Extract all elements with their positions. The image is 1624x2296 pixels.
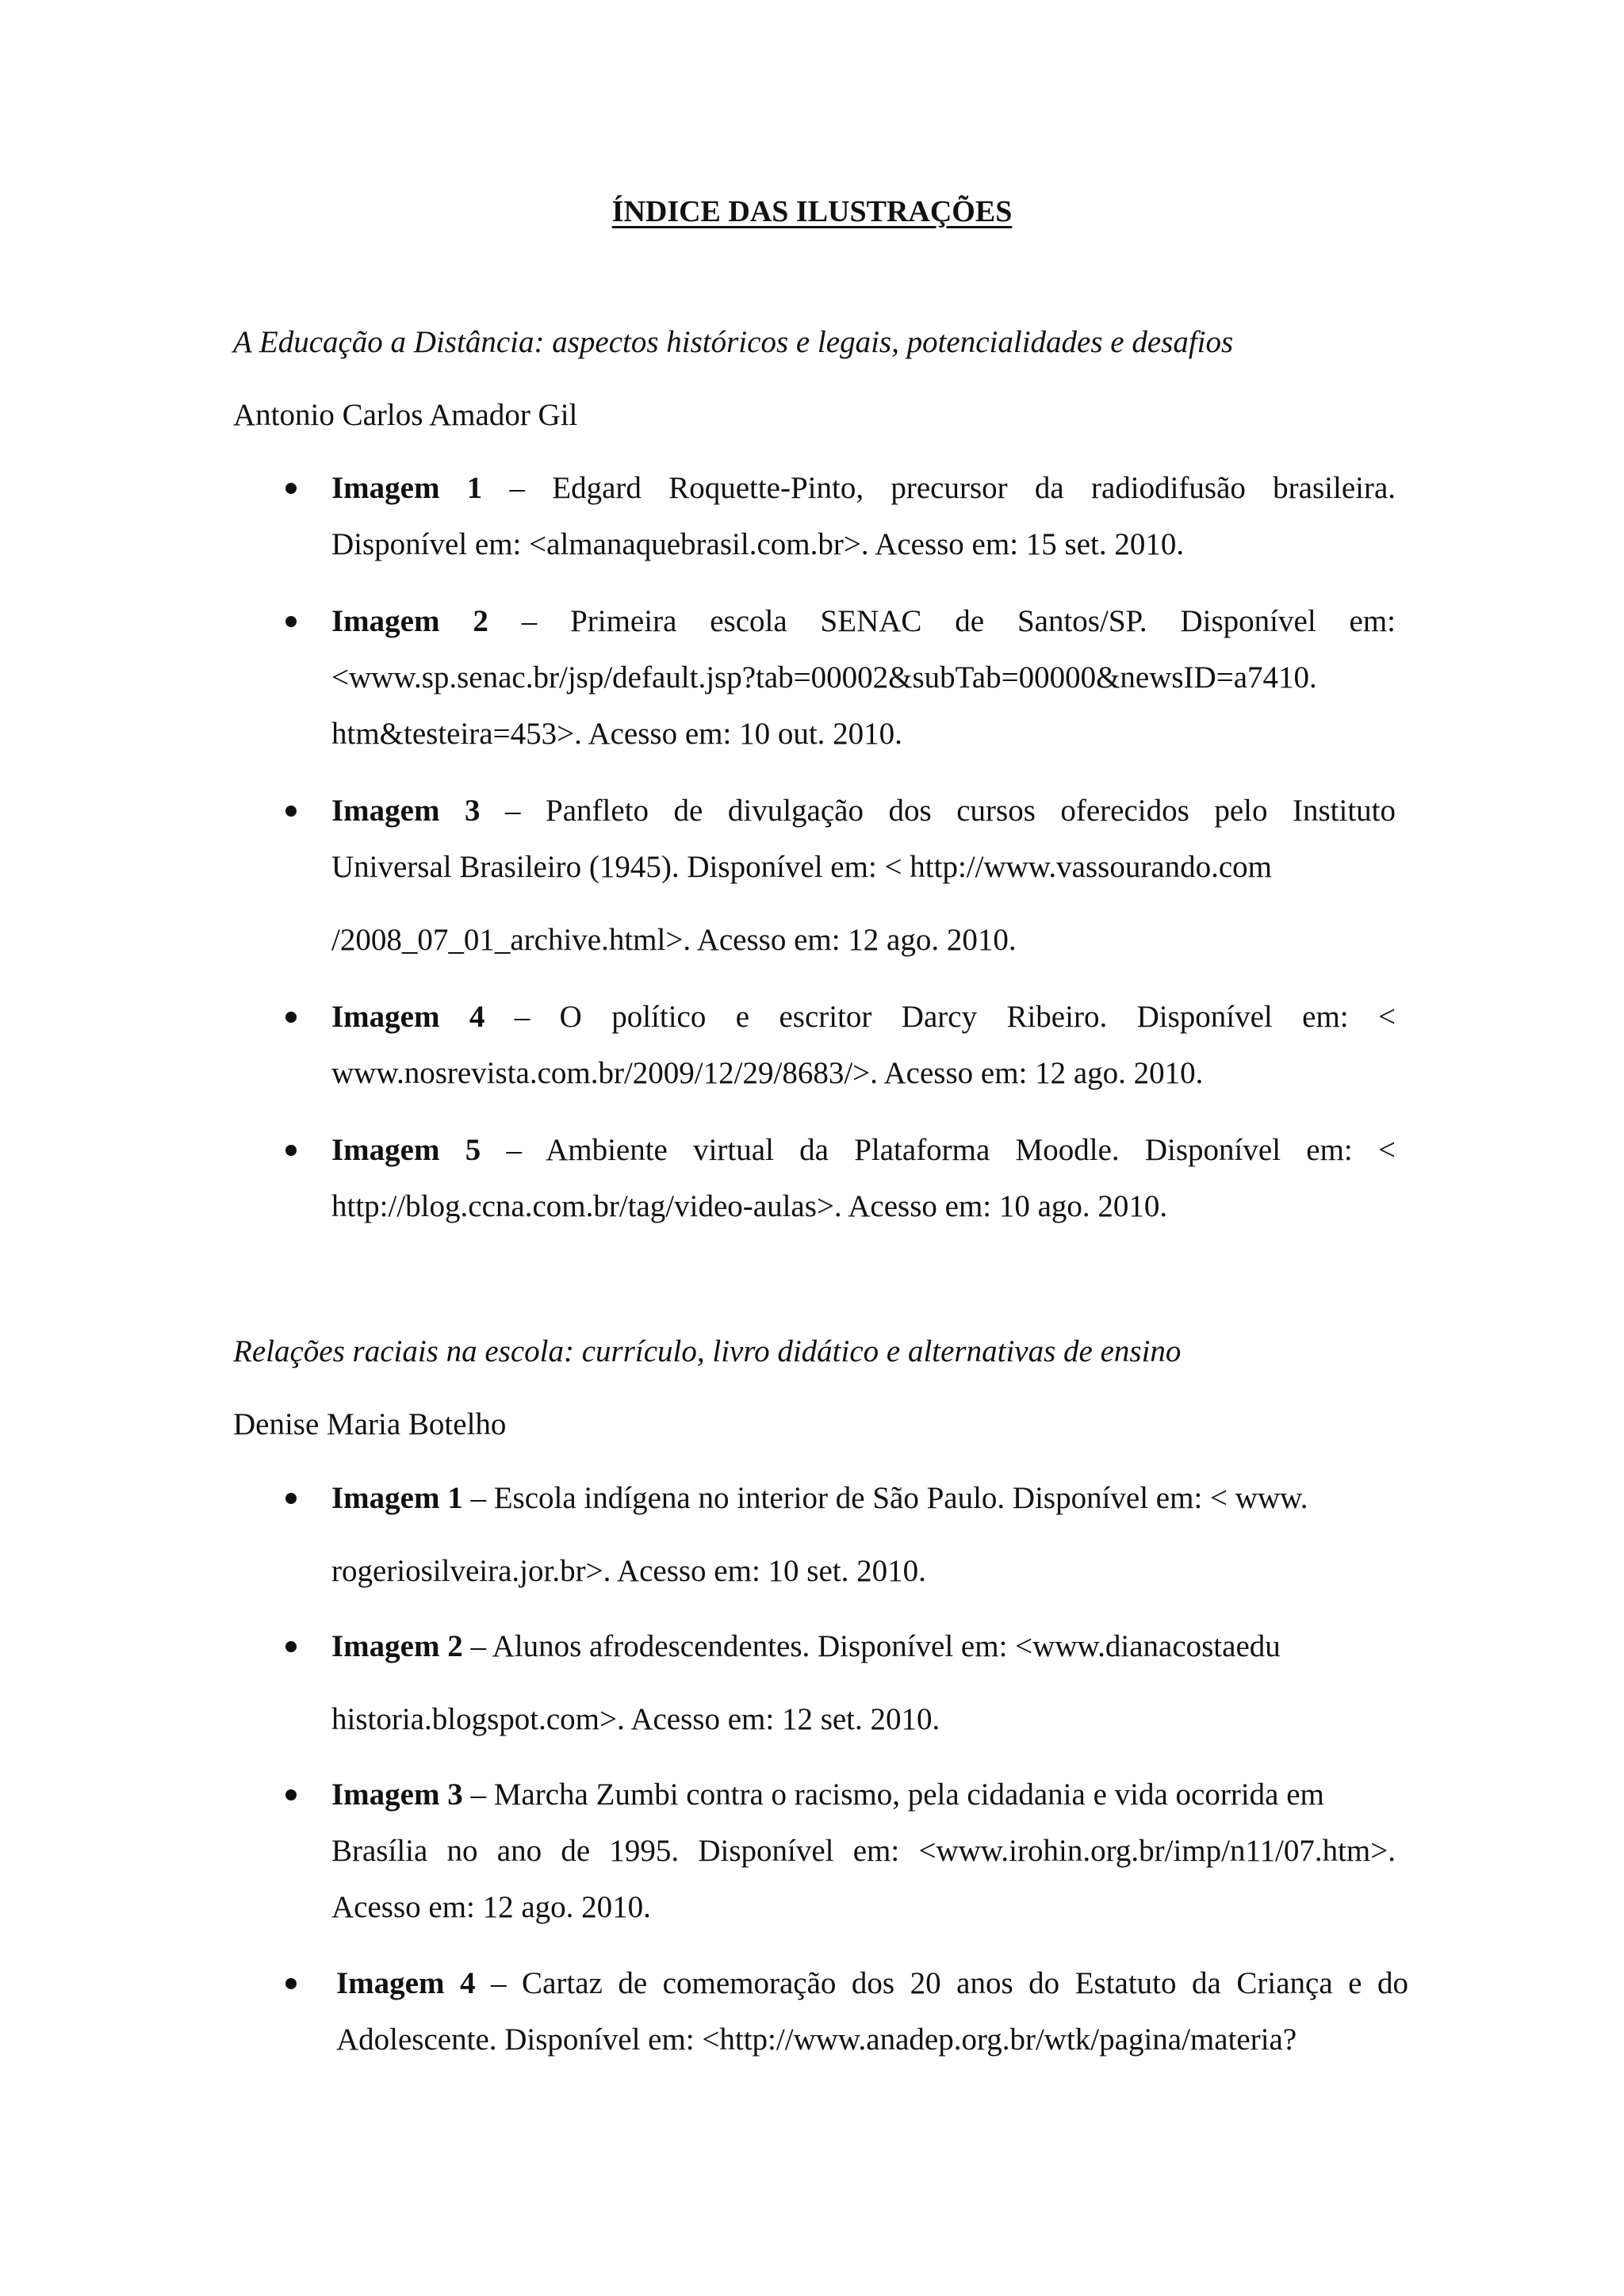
item-line [331,469,1396,507]
item-text: – Primeira escola SENAC de Santos/SP. Disponível em: [521,604,1396,638]
bullet-icon [285,1145,297,1156]
item-text: – Ambiente virtual da Plataforma Moodle. Disponível em: < [506,1133,1396,1167]
item-line [331,1628,1396,1666]
item-line: htm&testeira=453>. Acesso em: 10 out. 2010. [331,717,902,751]
item-line [336,1965,1408,2003]
item-text: – O político e escritor Darcy Ribeiro. Disponível em: < [514,1000,1396,1034]
list-item [331,1479,1396,1590]
item-label: Imagem 4 [336,1966,476,2000]
item-text: – Escola indígena no interior de São Paulo. Disponível em: < www. [470,1481,1308,1515]
item-line: Disponível em: <almanaquebrasil.com.br>. Acesso em: 15 set. 2010. [331,527,1185,561]
section-title: Relações raciais na escola: currículo, livro didático e alternativas de ensino [233,1334,1182,1368]
list-item [331,469,1396,564]
item-line: Adolescente. Disponível em: <http://www.anadep.org.br/wtk/pagina/materia? [336,2022,1297,2057]
item-text: – Panfleto de divulgação dos cursos oferecidos pelo Instituto [505,794,1396,828]
item-line: www.nosrevista.com.br/2009/12/29/8683/>. Acesso em: 12 ago. 2010. [331,1056,1204,1090]
list-item [331,603,1396,753]
bullet-icon [285,806,297,817]
item-line: Universal Brasileiro (1945). Disponível em: < http://www.vassourando.com [331,850,1273,884]
item-line [331,1131,1396,1169]
bullet-icon [285,1012,297,1023]
item-line [331,792,1396,830]
item-line: http://blog.ccna.com.br/tag/video-aulas>. Acesso em: 10 ago. 2010. [331,1189,1168,1223]
item-label: Imagem 1 [331,1481,463,1515]
item-line [331,603,1396,641]
section-author: Antonio Carlos Amador Gil [233,398,578,432]
bullet-icon [285,1789,297,1800]
item-label: Imagem 3 [331,794,481,828]
item-line: rogeriosilveira.jor.br>. Acesso em: 10 set. 2010. [331,1554,926,1588]
item-label: Imagem 5 [331,1133,481,1167]
section-title: A Educação a Distância: aspectos históricos e legais, potencialidades e desafios [233,325,1234,359]
list-item [331,1628,1396,1739]
list-item [331,792,1396,959]
list-item [331,998,1396,1093]
bullet-icon [285,483,297,494]
item-label: Imagem 2 [331,1629,463,1663]
item-line: Brasília no ano de 1995. Disponível em: <www.irohin.org.br/imp/n11/07.htm>. [331,1834,1396,1868]
section-author: Denise Maria Botelho [233,1407,507,1441]
item-line [331,1479,1396,1517]
list-item [331,1131,1396,1226]
page-title: ÍNDICE DAS ILUSTRAÇÕES [611,195,1013,228]
item-label: Imagem 4 [331,1000,485,1034]
item-line: <www.sp.senac.br/jsp/default.jsp?tab=00002&subTab=00000&newsID=a7410. [331,660,1317,695]
item-label: Imagem 3 [331,1777,463,1812]
item-line: Acesso em: 12 ago. 2010. [331,1890,651,1924]
list-item [331,1776,1396,1927]
item-label: Imagem 1 [331,471,483,505]
item-text: – Edgard Roquette-Pinto, precursor da radiodifusão brasileira. [509,471,1396,505]
item-line: historia.blogspot.com>. Acesso em: 12 set. 2010. [331,1702,940,1736]
item-label: Imagem 2 [331,604,488,638]
item-line [331,998,1396,1036]
item-text: – Alunos afrodescendentes. Disponível em: <www.dianacostaedu [470,1629,1281,1663]
list-item [336,1965,1408,2059]
bullet-icon [285,1641,297,1652]
bullet-icon [285,616,297,627]
bullet-icon [285,1493,297,1504]
bullet-icon [285,1978,297,1989]
item-text: – Cartaz de comemoração dos 20 anos do Estatuto da Criança e do [491,1966,1409,2000]
item-text: – Marcha Zumbi contra o racismo, pela cidadania e vida ocorrida em [470,1777,1324,1812]
item-line: /2008_07_01_archive.html>. Acesso em: 12 ago. 2010. [331,923,1017,957]
item-line [331,1776,1396,1814]
